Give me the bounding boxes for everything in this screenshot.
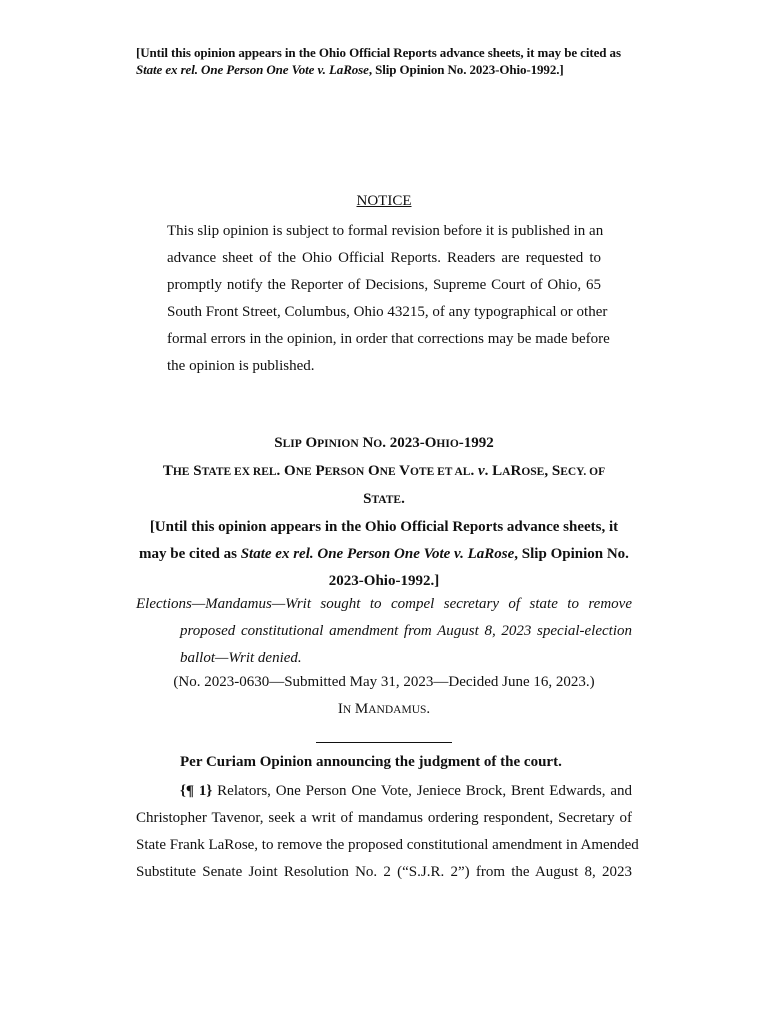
divider-rule bbox=[316, 742, 452, 743]
header-cite-case: State ex rel. One Person One Vote v. LaRose bbox=[136, 62, 369, 77]
header-cite-suffix: , Slip Opinion No. 2023-Ohio-1992.] bbox=[368, 62, 564, 77]
syllabus bbox=[136, 591, 632, 672]
per-curiam-heading: Per Curiam Opinion announcing the judgment of the court. bbox=[180, 754, 562, 770]
case-parties: THE STATE EX REL. ONE PERSON ONE VOTE ET AL. v. LAROSE, SECY. OF STATE. bbox=[162, 463, 606, 507]
slip-opinion-number: SLIP OPINION NO. 2023-OHIO-1992 bbox=[274, 435, 494, 451]
paragraph-line: Substitute Senate Joint Resolution No. 2 (“S.J.R. 2”) from the August 8, 2023 bbox=[136, 864, 632, 880]
syllabus-line: proposed constitutional amendment from August 8, 2023 special-election bbox=[180, 623, 632, 639]
paragraph-line: State Frank LaRose, to remove the proposed constitutional amendment in Amended bbox=[136, 837, 639, 853]
syllabus-line: Elections—Mandamus—Writ sought to compel secretary of state to remove bbox=[136, 596, 632, 612]
docket-line: (No. 2023-0630—Submitted May 31, 2023—Decided June 16, 2023.) bbox=[173, 674, 595, 690]
notice-line: This slip opinion is subject to formal revision before it is published in an bbox=[167, 223, 604, 239]
header-citation-note bbox=[136, 44, 636, 78]
opinion-paragraph bbox=[136, 778, 639, 886]
notice-title: NOTICE bbox=[356, 193, 412, 209]
caption-citation-note: [Until this opinion appears in the Ohio Official Reports advance sheets, it may be cited as State ex rel. One Person One Vote v. LaRose, Slip Opinion No. 2023-Ohio-1992.] bbox=[139, 519, 629, 589]
case-caption bbox=[136, 430, 632, 595]
syllabus-line: ballot—Writ denied. bbox=[180, 650, 302, 666]
notice-line: South Front Street, Columbus, Ohio 43215, of any typographical or other bbox=[167, 304, 608, 320]
paragraph-line: Christopher Tavenor, seek a writ of mandamus ordering respondent, Secretary of bbox=[136, 810, 632, 826]
notice-line: formal errors in the opinion, in order that corrections may be made before bbox=[167, 331, 610, 347]
notice-body bbox=[167, 218, 610, 380]
paragraph-line: {¶ 1} Relators, One Person One Vote, Jeniece Brock, Brent Edwards, and bbox=[180, 783, 633, 799]
header-cite-prefix: [Until this opinion appears in the Ohio Official Reports advance sheets, it may be cited as bbox=[136, 45, 621, 60]
notice-line: advance sheet of the Ohio Official Reports. Readers are requested to bbox=[167, 250, 601, 266]
notice-line: the opinion is published. bbox=[167, 358, 315, 374]
notice-line: promptly notify the Reporter of Decisions, Supreme Court of Ohio, 65 bbox=[167, 277, 601, 293]
mandamus-label: IN MANDAMUS. bbox=[337, 701, 431, 717]
paragraph-marker: {¶ 1} bbox=[180, 783, 213, 799]
